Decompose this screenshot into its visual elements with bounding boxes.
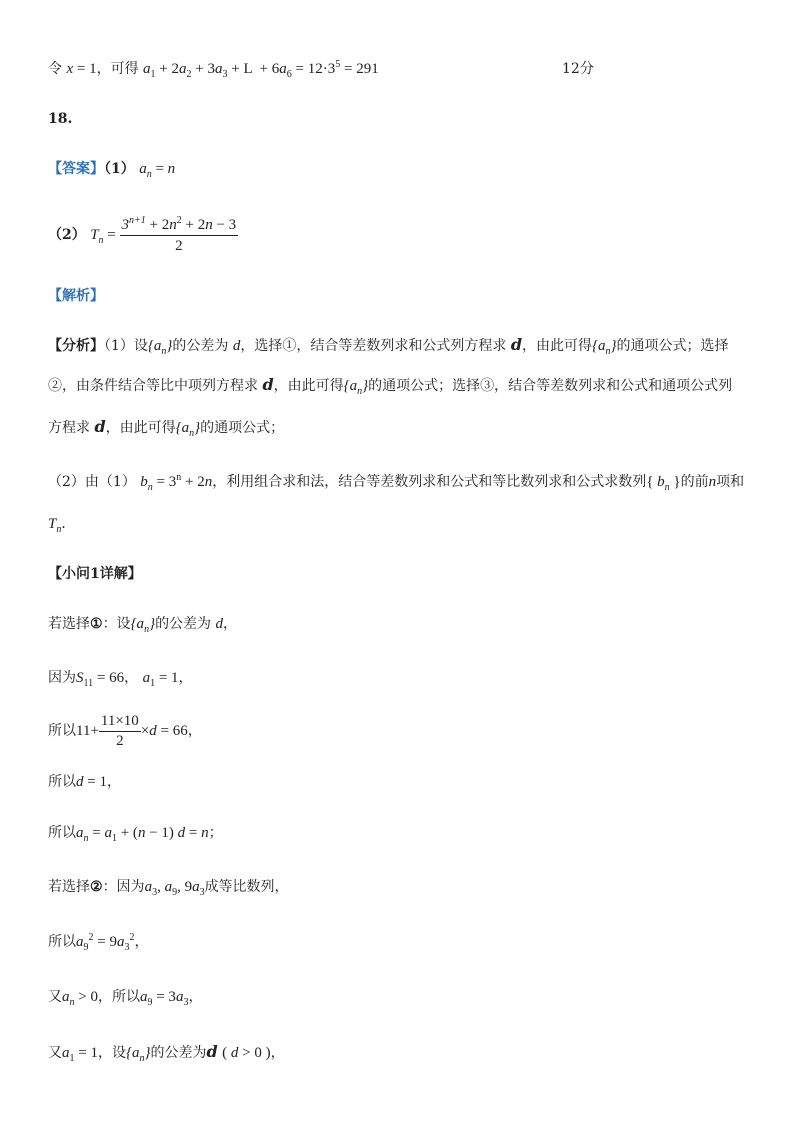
analysis-line-1: 【分析】（1）设$\{a_n\}$的公差为 d，选择①，结合等差数列求和公式列方程求 d，由此可得$\{a_n\}$的通项公式；选择	[48, 335, 729, 357]
analysis-line-2: ②，由条件结合等比中项列方程求 d，由此可得$\{a_n\}$的通项公式；选择③，结合等差数列求和公式和通项公式列	[48, 375, 733, 397]
formula-an-eq-n: $a_n = n$	[139, 161, 176, 180]
answer-part2: （2） $T_n$ = $\frac{3^{n+1} + 2n^2 + 2n - 3}{2}$	[48, 215, 237, 254]
analysis-part2-line-2: $T_n$．	[48, 516, 76, 535]
formula-x-eq-1: x = 1	[66, 61, 97, 77]
step-d-value: 所以d = 1，	[48, 774, 121, 790]
analysis-tag: 【解析】	[48, 288, 104, 304]
step-geometric-mean: 所以$a_9^2 = 9a_3^2$，	[48, 932, 149, 953]
formula-weighted-sum: $a_1 + 2a_2 + 3a_3 + L + 6a_6 = 12\cdot 3^5 = 291$	[143, 59, 379, 80]
line-summation-result: 令 x = 1，可得 $a_1 + 2a_2 + 3a_3 + L + 6a_6 = 12\cdot 3^5 = 291$	[48, 59, 379, 80]
answer-part1: 【答案】（1） $a_n = n$	[48, 161, 176, 180]
score-label: 12分	[562, 61, 594, 77]
step-set-d: 又$a_1 = 1$，设$\{a_n\}$的公差为d ( d > 0 )，	[48, 1042, 285, 1064]
question-number: 18.	[48, 111, 73, 127]
step-choose-1: 若选择①：设$\{a_n\}$的公差为 d，	[48, 616, 238, 635]
detail-tag: 【小问1详解】	[48, 566, 142, 582]
step-given: 因为$S_{11} = 66$， $a_1 = 1$，	[48, 670, 193, 689]
step-positive: 又$a_n > 0$，所以$a_9 = 3a_3$，	[48, 989, 203, 1008]
answer-tag: 【答案】	[48, 161, 104, 177]
step-an-formula: 所以$a_n = a_1 + (n - 1) d = n$；	[48, 825, 223, 844]
step-sum-equation: 所以11+ $\frac{11\times 10}{2}$ ×d = 66，	[48, 713, 202, 750]
step-choose-2: 若选择②：因为$a_3$, $a_9$, $9a_3$成等比数列，	[48, 879, 289, 898]
formula-tn: $T_n$ = $\frac{3^{n+1} + 2n^2 + 2n - 3}{2}$	[90, 215, 237, 254]
analysis-line-3: 方程求 d，由此可得$\{a_n\}$的通项公式；	[48, 417, 285, 439]
analysis-part2-line-1: （2）由（1） $b_n = 3^n + 2n$，利用组合求和法，结合等差数列求和公式和等比数列求和公式求数列{ $b_n$ }的前n项和	[48, 472, 745, 493]
